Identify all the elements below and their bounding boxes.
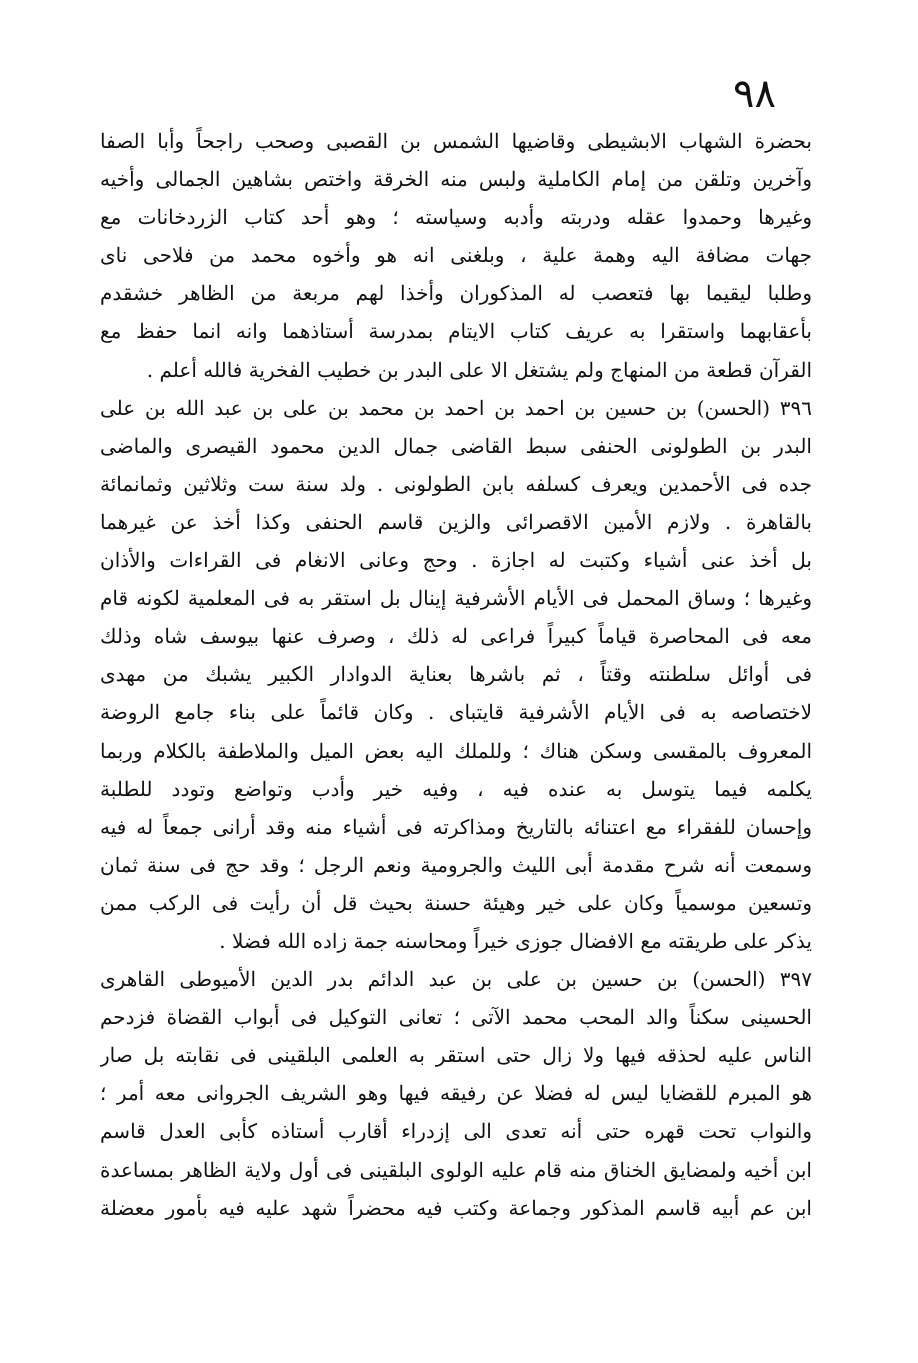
- text-line: وإحسان للفقراء مع اعتنائه بالتاريخ ومذاكرته فى أشياء منه وقد أرانى جمعاً له فيه: [100, 814, 812, 839]
- text-line: هو المبرم للقضايا ليس له فضلا عن رفيقه فيها وهو الشريف الجروانى معه أمر ؛: [100, 1081, 812, 1106]
- text-line: وآخرين وتلقن من إمام الكاملية ولبس منه الخرقة واختص بشاهين الجمالى وأخيه: [100, 167, 812, 192]
- text-line: والنواب تحت قهره حتى أنه تعدى الى إزدراء أقارب أستاذه كأبى العدل قاسم: [100, 1119, 812, 1144]
- text-line: المعروف بالمقسى وسكن هناك ؛ وللملك اليه بعض الميل والملاطفة بالكلام وربما: [100, 738, 812, 763]
- text-line: وتسعين موسمياً وكان على خير وهيئة حسنة بحيث قل أن رأيت فى الركب ممن: [100, 890, 812, 915]
- entry-heading-line: ٣٩٦ (الحسن) بن حسين بن احمد بن احمد بن محمد بن على بن عبد الله بن على: [100, 395, 812, 420]
- text-line: ابن أخيه ولمضايق الخناق منه قام عليه الولوى البلقينى فى أول ولاية الظاهر بمساعدة: [100, 1157, 812, 1182]
- text-line: يذكر على طريقته مع الافضال جوزى خيراً ومحاسنه جمة زاده الله فضلا .: [219, 928, 812, 953]
- text-line: وسمعت أنه شرح مقدمة أبى الليث والجرومية ونعم الرجل ؛ وقد حج فى سنة ثمان: [100, 852, 812, 877]
- text-line: بالقاهرة . ولازم الأمين الاقصرائى والزين قاسم الحنفى وكذا أخذ عن غيرهما: [100, 509, 812, 534]
- text-line: الحسينى سكناً والد المحب محمد الآتى ؛ تعانى التوكيل فى أبواب القضاة فزدحم: [100, 1005, 812, 1030]
- body-text: [100, 122, 812, 1227]
- text-line: جده فى الأحمدين ويعرف كسلفه بابن الطولونى . ولد سنة ست وثلاثين وثمانمائة: [100, 471, 812, 496]
- text-line: القرآن قطعة من المنهاج ولم يشتغل الا على البدر بن خطيب الفخرية فالله أعلم .: [146, 357, 812, 382]
- text-line: البدر بن الطولونى الحنفى سبط القاضى جمال الدين محمود القيصرى والماضى: [100, 433, 812, 458]
- text-line: وغيرها ؛ وساق المحمل فى الأيام الأشرفية إينال بل استقر به فى المعلمية لكونه قام: [100, 586, 812, 611]
- text-line: بحضرة الشهاب الابشيطى وقاضيها الشمس بن القصبى وصحب راجحاً وأبا الصفا: [100, 129, 812, 153]
- text-line: يكلمه فيما يتوسل به عنده فيه ، وفيه خير وأدب وتواضع وتودد للطلبة: [100, 776, 812, 801]
- text-line: الناس عليه لحذقه فيها ولا زال حتى استقر به العلمى البلقينى فى نقابته بل صار: [100, 1043, 812, 1068]
- text-line: بل أخذ عنى أشياء وكتبت له اجازة . وحج وعانى الانغام فى القراءات والأذان: [100, 548, 812, 573]
- text-line: وطلبا ليقيما بها فتعصب له المذكوران وأخذا لهم مربعة من الظاهر خشقدم: [100, 281, 812, 306]
- text-line: جهات مضافة اليه وهمة علية ، وبلغنى انه هو وأخوه محمد من فلاحى ناى: [100, 243, 812, 268]
- text-line: معه فى المحاصرة قياماً كبيراً فراعى له ذلك ، وصرف عنها بيوسف شاه وذلك: [100, 624, 812, 649]
- page-number: ٩٨: [733, 71, 776, 117]
- entry-heading-line: ٣٩٧ (الحسن) بن حسين بن على بن عبد الدائم بدر الدين الأميوطى القاهرى: [100, 967, 812, 992]
- text-line: بأعقابهما واستقرا به عريف كتاب الايتام بمدرسة أستاذهما وانه انما حفظ مع: [100, 319, 812, 344]
- text-line: لاختصاصه به فى الأيام الأشرفية قايتباى . وكان قائماً على بناء جامع الروضة: [100, 700, 812, 725]
- text-line: وغيرها وحمدوا عقله ودربته وأدبه وسياسته ؛ وهو أحد كتاب الزردخانات مع: [100, 205, 812, 230]
- text-line: ابن عم أبيه قاسم المذكور وجماعة وكتب فيه محضراً شهد عليه فيه بأمور معضلة: [100, 1195, 812, 1220]
- text-line: فى أوائل سلطنته وقتاً ، ثم باشرها بعناية الدوادار الكبير يشبك من مهدى: [100, 662, 812, 687]
